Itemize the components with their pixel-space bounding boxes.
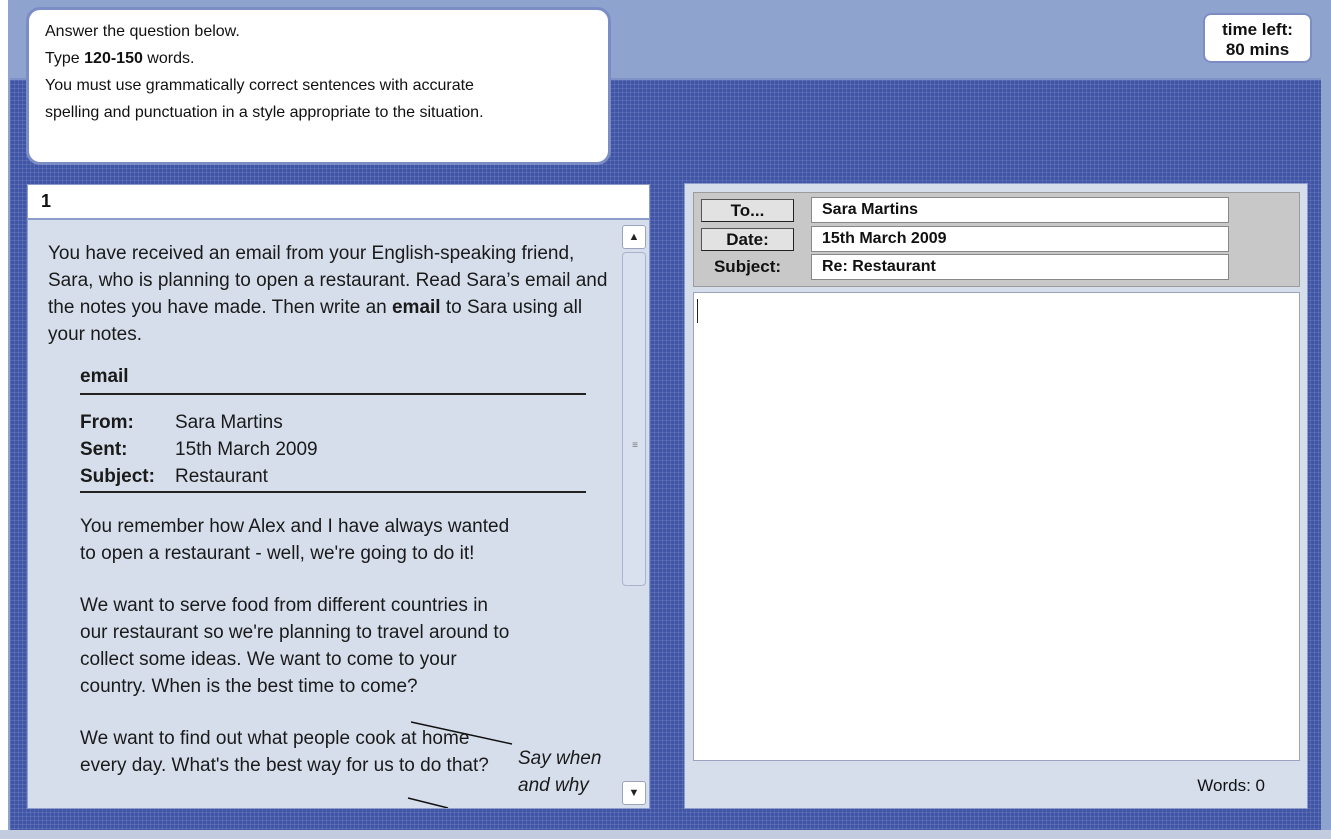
instruction-line-4: spelling and punctuation in a style appropriate to the situation. bbox=[45, 104, 484, 121]
instruction-line-2 bbox=[45, 45, 592, 72]
word-count: Words: 0 bbox=[1197, 776, 1265, 795]
question-number: 1 bbox=[27, 184, 650, 219]
to-button[interactable]: To... bbox=[701, 199, 794, 222]
reply-header bbox=[693, 192, 1300, 287]
intro-text-2: to Sara using all your notes. bbox=[48, 297, 583, 345]
text-caret bbox=[697, 299, 698, 323]
time-left-value: 80 mins bbox=[1225, 40, 1290, 59]
instruction-line-2-prefix: Type bbox=[45, 50, 85, 67]
instruction-line-3: You must use grammatically correct sentences with accurate bbox=[45, 77, 474, 94]
from-value: Sara Martins bbox=[175, 412, 283, 433]
instruction-line-1: Answer the question below. bbox=[45, 23, 240, 40]
date-field[interactable]: 15th March 2009 bbox=[811, 226, 1229, 252]
reply-body-textarea[interactable] bbox=[693, 292, 1300, 761]
intro-bold-email: email bbox=[391, 297, 441, 318]
scroll-up-icon[interactable]: ▲ bbox=[622, 225, 646, 249]
question-scrollbar[interactable] bbox=[620, 224, 648, 807]
sent-label: Sent: bbox=[80, 439, 128, 460]
word-range: 120-150 bbox=[84, 50, 143, 67]
note-connector-line bbox=[408, 798, 448, 808]
note-connector-lines bbox=[28, 220, 650, 809]
sent-value: 15th March 2009 bbox=[175, 439, 318, 460]
subject-field[interactable]: Re: Restaurant bbox=[811, 254, 1229, 280]
instruction-line-2-suffix: words. bbox=[142, 50, 195, 67]
subject-value: Restaurant bbox=[175, 466, 268, 487]
scroll-down-icon[interactable]: ▼ bbox=[622, 781, 646, 805]
time-left-label: time left: bbox=[1222, 20, 1293, 39]
margin-note bbox=[518, 745, 601, 799]
instructions-box bbox=[26, 7, 611, 165]
email-paragraph: We want to serve food from different countries in our restaurant so we're planning to travel around to collect some ideas. We want to come to your country. When is the best time to come? bbox=[80, 595, 510, 697]
email-paragraph: We want to find out what people cook at home every day. What's the best way for us to do that? bbox=[80, 728, 489, 776]
subject-label: Subject: bbox=[80, 466, 155, 487]
intro-text-1: You have received an email from your English-speaking friend, Sara, who is planning to open a restaurant. Read Sara’s email and the notes you have made. Then write an bbox=[48, 243, 608, 318]
question-panel bbox=[27, 219, 650, 809]
reply-panel bbox=[684, 183, 1308, 809]
margin-note-line-1: Say when bbox=[518, 748, 602, 769]
email-paragraph: You remember how Alex and I have always wanted to open a restaurant - well, we're going to do it! bbox=[80, 516, 510, 564]
date-button[interactable]: Date: bbox=[701, 228, 794, 251]
margin-note-line-2: and why bbox=[518, 775, 589, 796]
bottom-strip bbox=[0, 830, 1331, 839]
note-connector-line bbox=[411, 722, 512, 744]
from-label: From: bbox=[80, 412, 134, 433]
time-left-indicator bbox=[1203, 13, 1312, 63]
grip-icon: ≡ bbox=[632, 440, 638, 451]
to-field[interactable]: Sara Martins bbox=[811, 197, 1229, 223]
email-title: email bbox=[80, 365, 586, 395]
scroll-thumb[interactable] bbox=[622, 252, 646, 586]
subject-label: Subject: bbox=[713, 257, 782, 276]
